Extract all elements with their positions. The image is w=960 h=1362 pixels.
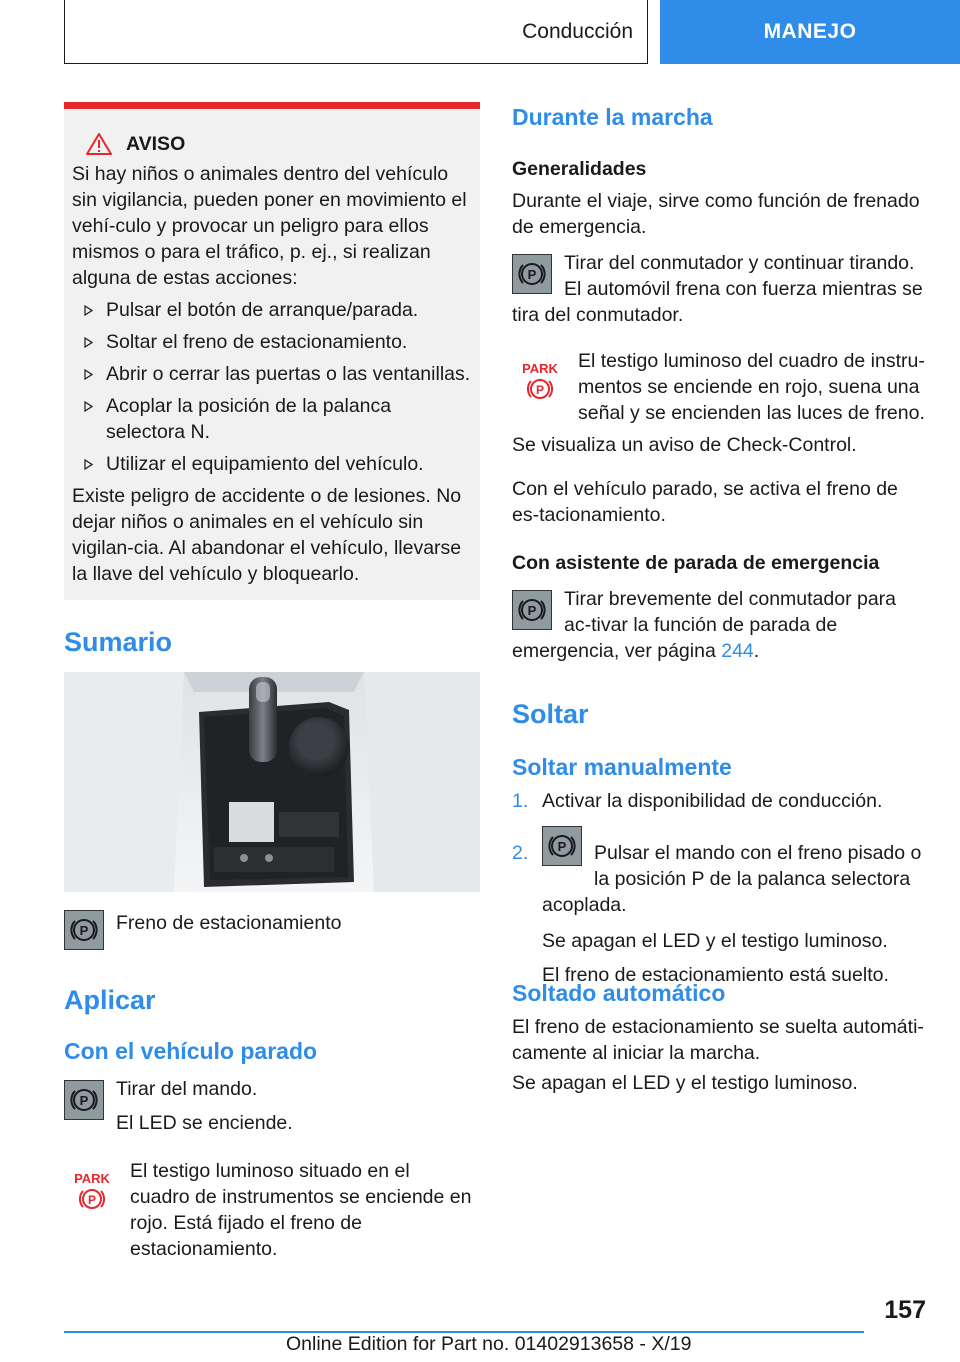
page-link-244[interactable]: 244 bbox=[721, 640, 754, 662]
list-item: Pulsar el botón de arranque/parada. bbox=[72, 297, 472, 323]
svg-text:P: P bbox=[527, 603, 537, 618]
header-section-title bbox=[64, 0, 648, 64]
parking-brake-button-icon bbox=[64, 1080, 104, 1120]
generalidades-text: Durante el viaje, sirve como función de frenado de emergencia. bbox=[512, 190, 920, 238]
step-1 bbox=[512, 788, 928, 814]
parking-brake-label: Freno de estacionamiento bbox=[116, 912, 342, 934]
chapter-title: MANEJO bbox=[763, 20, 857, 43]
section-title: Conducción bbox=[522, 19, 633, 43]
parking-brake-button-icon bbox=[64, 910, 104, 950]
sumario-heading: Sumario bbox=[64, 627, 173, 657]
footer-edition bbox=[286, 1333, 691, 1356]
svg-text:P: P bbox=[535, 383, 545, 397]
list-item: Acoplar la posición de la palanca selectora N. bbox=[72, 393, 472, 445]
led-text: El LED se enciende. bbox=[116, 1112, 293, 1134]
console-photo bbox=[64, 672, 480, 892]
svg-text:P: P bbox=[87, 1193, 97, 1207]
warning-outro: Existe peligro de accidente o de lesiones. No dejar niños o animales en el vehículo sin vigilan-cia. Al abandonar el vehículo, llevarse la llave del vehículo y bloquearlo. bbox=[72, 485, 462, 585]
pull-switch-instruction bbox=[512, 250, 928, 328]
warning-title-text: AVISO bbox=[126, 133, 186, 155]
pull-switch-text: Tirar del conmutador y continuar tirando. El automóvil frena con fuerza mientras se tira del conmutador. bbox=[512, 252, 923, 326]
drive-indicator bbox=[512, 348, 928, 426]
warning-triangle-icon bbox=[86, 133, 112, 155]
parking-brake-button-icon bbox=[512, 590, 552, 630]
page-number: 157 bbox=[884, 1296, 926, 1324]
parking-brake-button-icon bbox=[512, 254, 552, 294]
asistente-instruction bbox=[512, 586, 928, 664]
step-led-text: Se apagan el LED y el testigo luminoso. bbox=[542, 930, 888, 952]
step-released-text: El freno de estacionamiento está suelto. bbox=[542, 964, 889, 986]
gear-selector-image bbox=[64, 672, 480, 892]
park-indicator-icon: PARK P bbox=[522, 361, 558, 397]
svg-text:P: P bbox=[527, 267, 537, 282]
parking-brake-legend bbox=[64, 910, 480, 950]
apply-instruction bbox=[64, 1076, 480, 1136]
edition-text: Online Edition for Part no. 01402913658 - X/19 bbox=[286, 1333, 692, 1355]
warning-title bbox=[72, 131, 472, 157]
step-text: Activar la disponibilidad de conducción. bbox=[542, 790, 883, 812]
park-indicator-icon: PARK P bbox=[74, 1171, 110, 1207]
pull-text: Tirar del mando. bbox=[116, 1078, 258, 1100]
list-item: Abrir o cerrar las puertas o las ventanillas. bbox=[72, 361, 472, 387]
asistente-text: Tirar brevemente del conmutador para ac-tivar la función de parada de emergencia, ver página bbox=[512, 588, 897, 662]
warning-list bbox=[72, 297, 472, 477]
bullet-triangle-icon bbox=[84, 337, 93, 348]
step-text: Pulsar el mando con el freno pisado o la posición P de la palanca selectora acoplada. bbox=[542, 842, 922, 916]
bullet-triangle-icon bbox=[84, 459, 93, 470]
indicator-text: El testigo luminoso situado en el cuadro de instrumentos se enciende en rojo. Está fijado el freno de estacionamiento. bbox=[130, 1160, 472, 1260]
svg-text:P: P bbox=[79, 923, 89, 938]
bullet-triangle-icon bbox=[84, 369, 93, 380]
asistente-paragraph: Tirar brevemente del conmutador para ac-tivar la función de parada de emergencia, ver página 244. bbox=[512, 588, 897, 662]
checkcontrol-text: Se visualiza un aviso de Check-Control. bbox=[512, 434, 857, 456]
svg-text:P: P bbox=[79, 1093, 89, 1108]
auto-heading: Soltado automático bbox=[512, 980, 726, 1006]
parado-heading: Con el vehículo parado bbox=[64, 1038, 318, 1064]
step-number: 2. bbox=[512, 842, 529, 864]
aplicar-heading: Aplicar bbox=[64, 985, 156, 1015]
list-item: Utilizar el equipamiento del vehículo. bbox=[72, 451, 472, 477]
drive-indicator-text: El testigo luminoso del cuadro de instru-mentos se enciende en rojo, suena una señal y se encienden las luces de freno. bbox=[578, 350, 925, 424]
soltar-heading: Soltar bbox=[512, 699, 589, 729]
stopped-text: Con el vehículo parado, se activa el freno de es-tacionamiento. bbox=[512, 478, 898, 526]
bullet-triangle-icon bbox=[84, 401, 93, 412]
auto-led-text: Se apagan el LED y el testigo luminoso. bbox=[512, 1072, 858, 1094]
apply-indicator bbox=[64, 1158, 480, 1262]
step-number: 1. bbox=[512, 790, 529, 812]
asistente-heading: Con asistente de parada de emergencia bbox=[512, 552, 880, 574]
header-chapter-tab[interactable] bbox=[660, 0, 960, 64]
marcha-heading: Durante la marcha bbox=[512, 104, 713, 130]
warning-intro: Si hay niños o animales dentro del vehículo sin vigilancia, pueden poner en movimiento el vehí-culo y provocar un peligro para ellos mismos o para el tráfico, p. ej., si realizan alguna de estas acciones: bbox=[72, 163, 467, 289]
warning-box bbox=[64, 102, 480, 600]
bullet-triangle-icon bbox=[84, 305, 93, 316]
parking-brake-button-icon bbox=[542, 826, 582, 866]
auto-text: El freno de estacionamiento se suelta automáti-camente al iniciar la marcha. bbox=[512, 1016, 924, 1064]
manual-heading: Soltar manualmente bbox=[512, 754, 732, 780]
list-item: Soltar el freno de estacionamiento. bbox=[72, 329, 472, 355]
generalidades-heading: Generalidades bbox=[512, 158, 647, 180]
svg-text:P: P bbox=[557, 839, 567, 854]
step-2 bbox=[512, 826, 928, 988]
